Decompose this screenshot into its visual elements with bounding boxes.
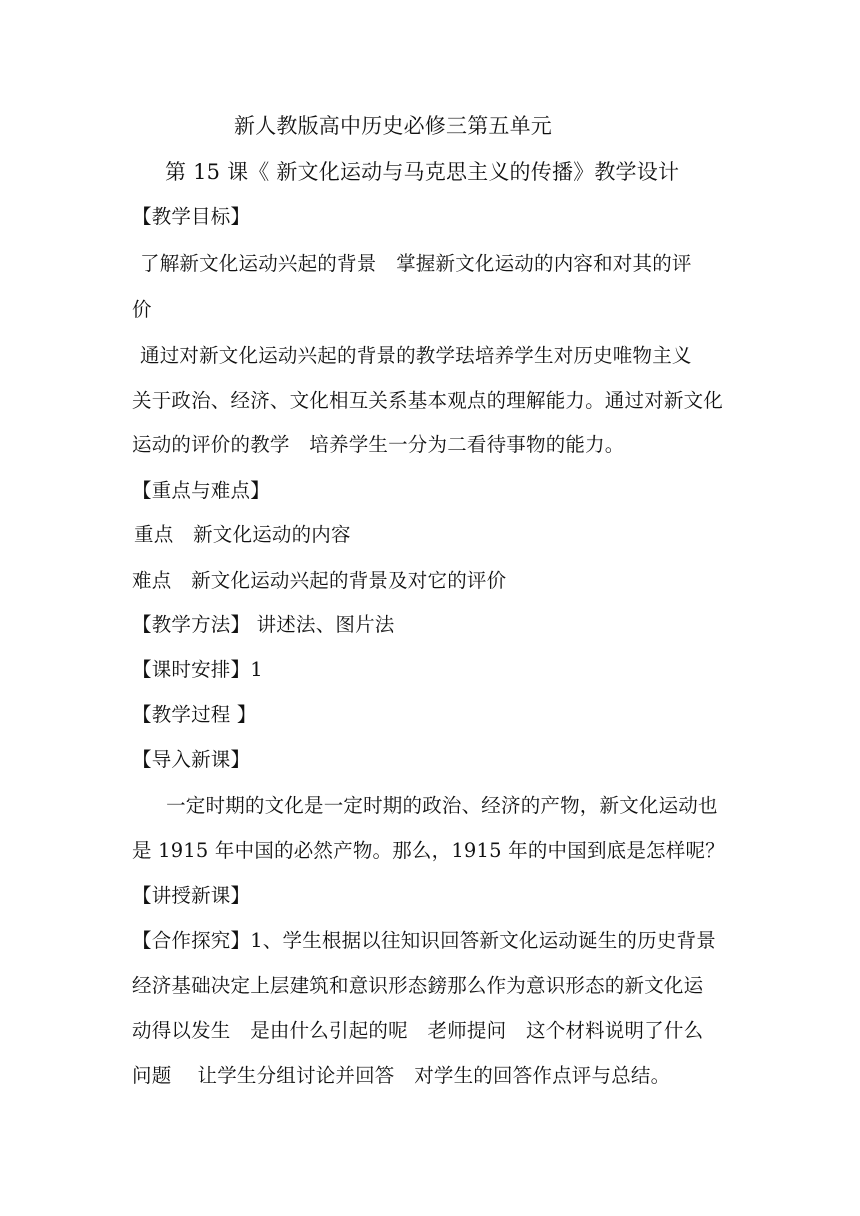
paragraph-line: 【合作探究】1、学生根据以往知识回答新文化运动诞生的历史背景 [132, 929, 716, 952]
section-heading-process: 【教学过程 】 [132, 703, 257, 726]
paragraph-line: 了解新文化运动兴起的背景 掌握新文化运动的内容和对其的评 [140, 252, 692, 275]
paragraph-line: 价 [132, 298, 152, 321]
document-title: 新人教版高中历史必修三第五单元 [234, 114, 552, 138]
paragraph-line: 通过对新文化运动兴起的背景的教学珐培养学生对历史唯物主义 [140, 344, 692, 367]
section-heading-objectives: 【教学目标】 [132, 205, 251, 228]
paragraph-line: 问题 让学生分组讨论并回答 对学生的回答作点评与总结。 [132, 1064, 671, 1087]
section-heading-key-points: 【重点与难点】 [132, 479, 270, 502]
document-subtitle: 第 15 课《 新文化运动与马克思主义的传播》教学设计 [165, 160, 680, 184]
paragraph-line: 运动的评价的教学 培养学生一分为二看待事物的能力。 [132, 433, 625, 456]
section-heading-schedule: 【课时安排】1 [132, 658, 263, 681]
paragraph-line: 关于政治、经济、文化相互关系基本观点的理解能力。通过对新文化 [132, 389, 724, 412]
paragraph-line: 难点 新文化运动兴起的背景及对它的评价 [132, 569, 507, 592]
section-heading-methods: 【教学方法】 讲述法、图片法 [132, 613, 395, 636]
paragraph-line: 重点 新文化运动的内容 [134, 523, 351, 546]
section-heading-intro: 【导入新课】 [132, 748, 251, 771]
paragraph-line: 动得以发生 是由什么引起的呢 老师提问 这个材料说明了什么 [132, 1019, 704, 1042]
paragraph-line: 经济基础决定上层建筑和意识形态鎊那么作为意识形态的新文化运 [132, 974, 704, 997]
section-heading-new-lesson: 【讲授新课】 [132, 884, 251, 907]
paragraph-line: 是 1915 年中国的必然产物。那么，1915 年的中国到底是怎样呢？ [132, 839, 725, 862]
paragraph-line: 一定时期的文化是一定时期的政治、经济的产物，新文化运动也 [140, 794, 718, 817]
